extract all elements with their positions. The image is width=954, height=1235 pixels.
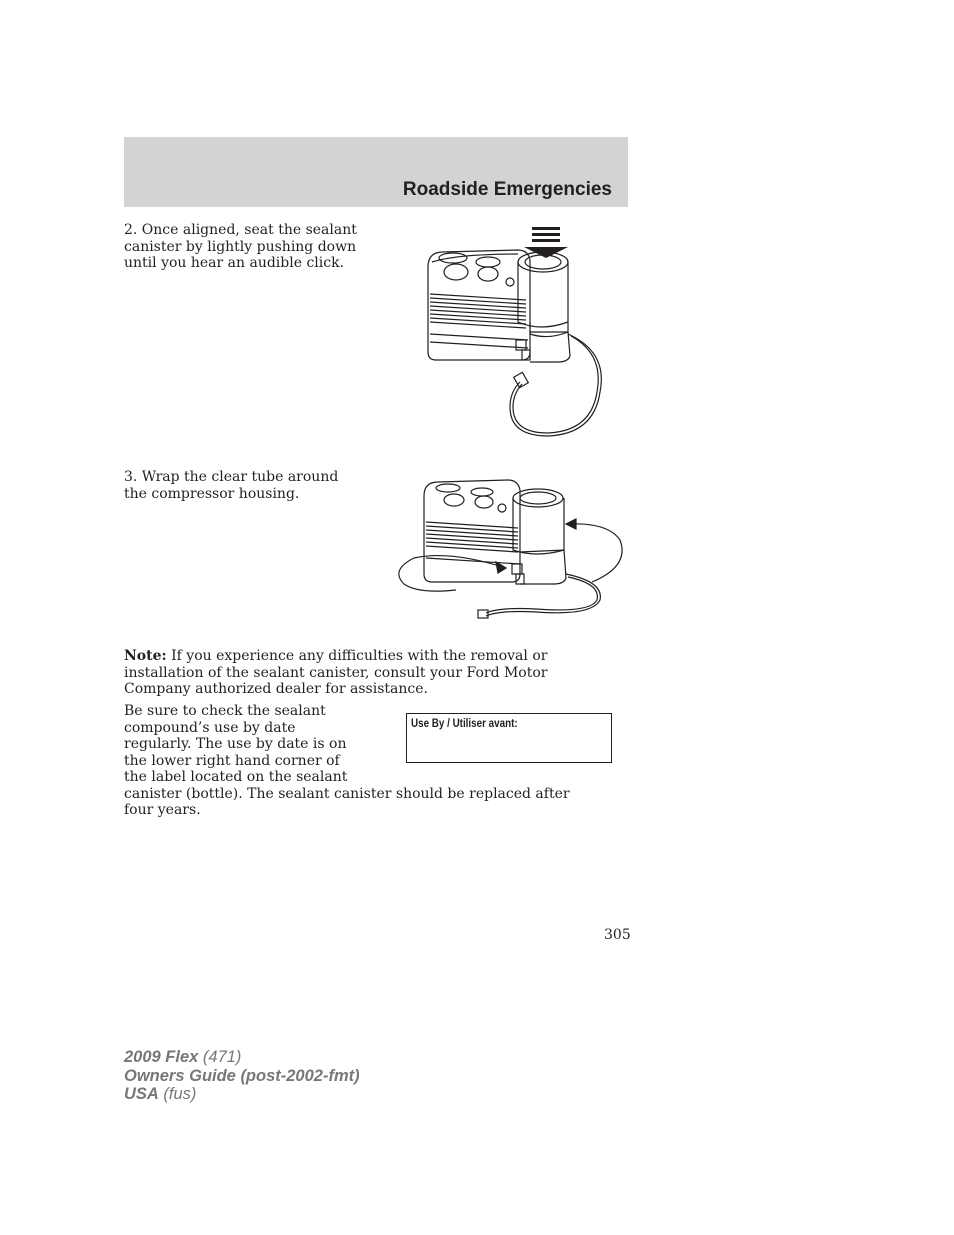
page-number: 305 xyxy=(604,927,631,943)
footer-model-code: (471) xyxy=(198,1048,242,1066)
use-by-label-figure xyxy=(406,713,612,763)
step-2-text: 2. Once aligned, seat the sealant canister by lightly pushing down until you hear an audible click. xyxy=(124,222,357,271)
footer-market-code: (fus) xyxy=(158,1085,197,1103)
step-3-text: 3. Wrap the clear tube around the compressor housing. xyxy=(124,469,339,502)
section-title: Roadside Emergencies xyxy=(402,179,612,200)
footer-market: USA xyxy=(124,1085,159,1103)
footer-guide: Owners Guide (post-2002-fmt) xyxy=(124,1066,360,1085)
note-paragraph xyxy=(124,648,616,698)
compressor-seat-canister-figure xyxy=(418,222,613,444)
footer-model: 2009 Flex xyxy=(124,1048,199,1066)
note-label: Note: xyxy=(124,648,167,664)
compressor-wrap-tube-figure xyxy=(396,478,624,624)
footer-line-3 xyxy=(124,1085,360,1104)
note-text: If you experience any difficulties with the removal or installation of the sealant canister, consult your Ford Motor Company authorized dealer for assistance. xyxy=(124,648,548,697)
use-by-text: Be sure to check the sealant compound’s use by date regularly. The use by date is on the lower right hand corner of the label located on the sealant canister (bottle). The sealant canister should be replaced after four years. xyxy=(124,703,570,818)
footer-line-1 xyxy=(124,1048,360,1067)
footer-line-2 xyxy=(124,1067,360,1086)
footer xyxy=(124,1048,360,1104)
section-header-band xyxy=(124,137,628,207)
use-by-label-text: Use By / Utiliser avant: xyxy=(411,716,518,730)
